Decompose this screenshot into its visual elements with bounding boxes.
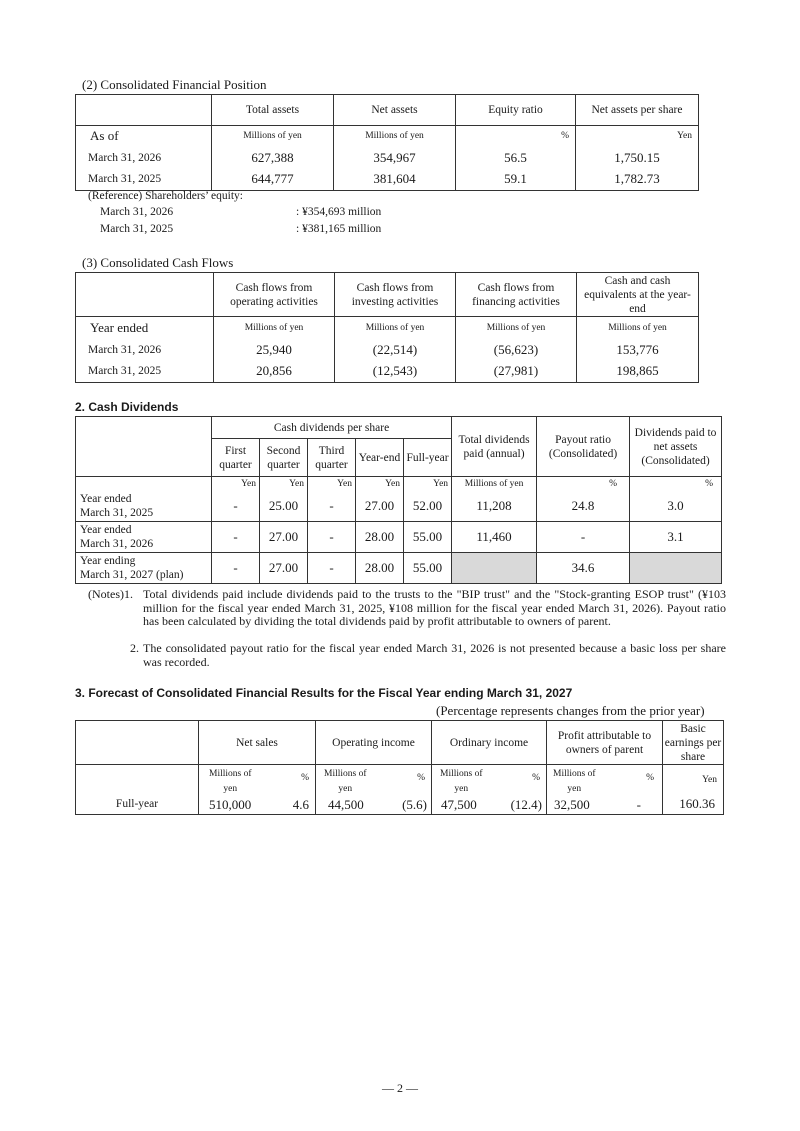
value-cell: -	[212, 491, 260, 522]
value-cell: -	[308, 522, 356, 553]
value-cell: 1,782.73	[576, 169, 699, 191]
financial-position-table	[75, 94, 699, 191]
unit-cell: Millions of yen	[214, 317, 335, 339]
header-operating-income: Operating income	[316, 721, 432, 765]
cash-dividends-table	[75, 416, 722, 584]
forecast-table	[75, 720, 724, 815]
value-cell: 1,750.15	[576, 147, 699, 169]
header-total-dividends: Total dividends paid (annual)	[452, 417, 537, 477]
header-third-quarter: Third quarter	[308, 439, 356, 477]
row-label-line2: March 31, 2025	[80, 506, 154, 519]
value-cell: 52.00	[404, 491, 452, 522]
notes-prefix: (Notes)1.	[88, 587, 133, 601]
value-cell: 59.1	[456, 169, 576, 191]
row-label-line1: Year ending	[80, 555, 136, 567]
value-cell: (12,543)	[335, 361, 456, 383]
value-cell: 47,500 (12.4)	[432, 795, 547, 815]
row-label	[76, 522, 212, 553]
header-second-quarter: Second quarter	[260, 439, 308, 477]
unit-cell: Millions of yen	[452, 477, 537, 491]
unit-cell: Millions of yen	[577, 317, 699, 339]
value-cell: 25.00	[260, 491, 308, 522]
value-cell: 27.00	[356, 491, 404, 522]
value-cell: 11,208	[452, 491, 537, 522]
value-cell: 3.1	[630, 522, 722, 553]
value-cell: 153,776	[577, 339, 699, 361]
row-label: Full-year	[76, 795, 199, 815]
reference-label: March 31, 2025	[100, 223, 174, 235]
unit-cell: %	[456, 126, 576, 147]
financial-position-title: (2) Consolidated Financial Position	[82, 77, 267, 92]
row-label-line2: March 31, 2027 (plan)	[80, 569, 184, 581]
header-net-assets-per-share: Net assets per share	[576, 95, 699, 126]
reference-label: March 31, 2026	[100, 206, 174, 218]
value-cell: 56.5	[456, 147, 576, 169]
value-cell: -	[308, 491, 356, 522]
value-cell: (56,623)	[456, 339, 577, 361]
value-cell: 24.8	[537, 491, 630, 522]
unit-cell: Millions of yen %	[199, 765, 316, 795]
cash-flows-title: (3) Consolidated Cash Flows	[82, 255, 234, 270]
value-cell: 27.00	[260, 553, 308, 584]
value-cell: (22,514)	[335, 339, 456, 361]
unit-cell: Millions of yen	[456, 317, 577, 339]
header-cash-equivalents: Cash and cash equivalents at the year-end	[577, 273, 699, 317]
cash-dividends-title: 2. Cash Dividends	[75, 400, 179, 414]
value-cell: 44,500 (5.6)	[316, 795, 432, 815]
unit-cell: Yen	[260, 477, 308, 491]
header-equity-ratio: Equity ratio	[456, 95, 576, 126]
value-cell: 27.00	[260, 522, 308, 553]
row-label: March 31, 2026	[76, 147, 212, 169]
value-cell: 3.0	[630, 491, 722, 522]
value-cell: 11,460	[452, 522, 537, 553]
value-cell: 55.00	[404, 522, 452, 553]
header-payout-ratio: Payout ratio (Consolidated)	[537, 417, 630, 477]
page-number: — 2 —	[382, 1081, 418, 1095]
unit-cell: Yen	[404, 477, 452, 491]
value-cell: 55.00	[404, 553, 452, 584]
value-cell: 354,967	[334, 147, 456, 169]
row-label: March 31, 2025	[76, 169, 212, 191]
value-cell: 28.00	[356, 522, 404, 553]
cash-flows-table	[75, 272, 699, 383]
reference-value: : ¥381,165 million	[296, 223, 382, 235]
header-dividends-per-share: Cash dividends per share	[212, 417, 452, 439]
as-of-label: As of	[76, 126, 212, 147]
unit-cell: Yen	[576, 126, 699, 147]
header-dividends-to-net-assets: Dividends paid to net assets (Consolidated)	[630, 417, 722, 477]
row-label-line2: March 31, 2026	[80, 538, 154, 550]
value-cell: 32,500 -	[547, 795, 663, 815]
header-first-quarter: First quarter	[212, 439, 260, 477]
row-label-line1: Year ended	[80, 524, 132, 536]
row-label	[76, 553, 212, 584]
value-cell: -	[212, 553, 260, 584]
note-2-prefix: 2.	[130, 641, 139, 655]
forecast-note: (Percentage represents changes from the prior year)	[436, 703, 705, 718]
header-total-assets: Total assets	[212, 95, 334, 126]
row-label: March 31, 2025	[76, 361, 214, 383]
value-cell: -	[537, 522, 630, 553]
value-cell: 160.36	[663, 795, 724, 815]
unit-cell: Millions of yen	[212, 126, 334, 147]
value-cell: 627,388	[212, 147, 334, 169]
unit-cell: Yen	[663, 765, 724, 795]
unit-cell: Millions of yen %	[316, 765, 432, 795]
header-ordinary-income: Ordinary income	[432, 721, 547, 765]
value-cell: 28.00	[356, 553, 404, 584]
year-ended-label: Year ended	[76, 317, 214, 339]
value-cell: 20,856	[214, 361, 335, 383]
value-cell: (27,981)	[456, 361, 577, 383]
header-net-assets: Net assets	[334, 95, 456, 126]
forecast-title: 3. Forecast of Consolidated Financial Results for the Fiscal Year ending March 31, 2027	[75, 686, 573, 700]
value-cell: 510,000 4.6	[199, 795, 316, 815]
value-cell: 34.6	[537, 553, 630, 584]
note-1: Total dividends paid include dividends paid to the trusts to the "BIP trust" and the "Stock-granting ESOP trust" (¥103 million for the fiscal year ended March 31, 2025, ¥108 million for the fiscal year ended March 31, 2026). Payout ratio has been calculated by dividing the total dividends paid by profit attributable to owners of parent.	[143, 587, 726, 628]
unit-cell: Millions of yen %	[432, 765, 547, 795]
shaded-cell	[452, 553, 537, 584]
unit-cell: %	[630, 477, 722, 491]
value-cell: -	[212, 522, 260, 553]
header-basic-eps: Basic earnings per share	[663, 721, 724, 765]
unit-cell: Yen	[212, 477, 260, 491]
header-net-sales: Net sales	[199, 721, 316, 765]
value-cell: 381,604	[334, 169, 456, 191]
reference-value: : ¥354,693 million	[296, 206, 382, 218]
header-profit-attributable: Profit attributable to owners of parent	[547, 721, 663, 765]
reference-title: (Reference) Shareholders’ equity:	[88, 190, 243, 202]
value-cell: 644,777	[212, 169, 334, 191]
unit-cell: Yen	[356, 477, 404, 491]
unit-cell: Millions of yen %	[547, 765, 663, 795]
header-full-year: Full-year	[404, 439, 452, 477]
header-operating-cf: Cash flows from operating activities	[214, 273, 335, 317]
unit-cell: %	[537, 477, 630, 491]
row-label: March 31, 2026	[76, 339, 214, 361]
row-label-line1: Year ended	[80, 492, 132, 505]
unit-cell: Millions of yen	[334, 126, 456, 147]
unit-cell: Millions of yen	[335, 317, 456, 339]
row-label	[76, 491, 212, 522]
header-investing-cf: Cash flows from investing activities	[335, 273, 456, 317]
value-cell: 25,940	[214, 339, 335, 361]
shaded-cell	[630, 553, 722, 584]
header-financing-cf: Cash flows from financing activities	[456, 273, 577, 317]
header-year-end: Year-end	[356, 439, 404, 477]
value-cell: -	[308, 553, 356, 584]
value-cell: 198,865	[577, 361, 699, 383]
unit-cell: Yen	[308, 477, 356, 491]
note-2: The consolidated payout ratio for the fiscal year ended March 31, 2026 is not presented because a basic loss per share was recorded.	[143, 641, 726, 669]
